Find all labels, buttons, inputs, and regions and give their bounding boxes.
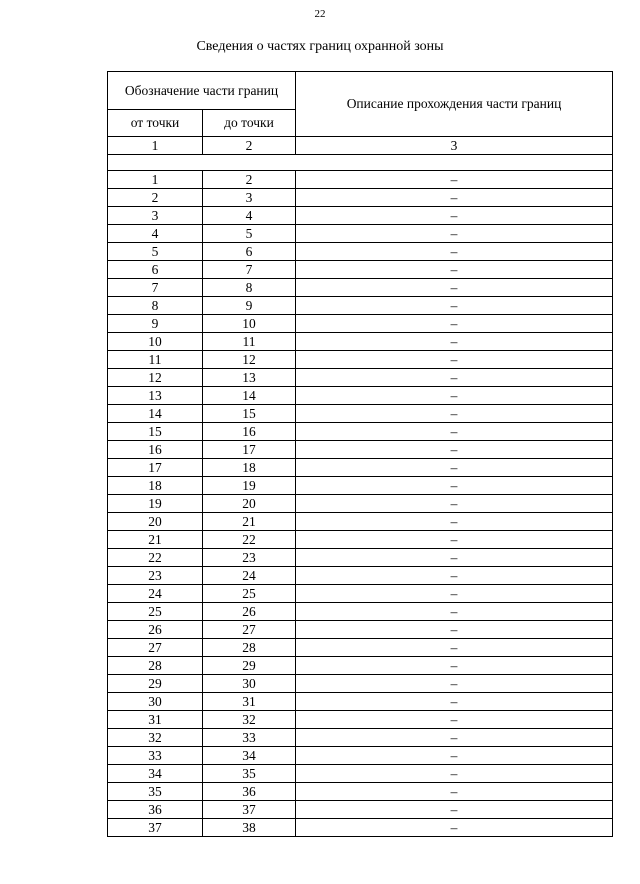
from-point-cell: 12	[108, 369, 203, 387]
from-point-cell: 1	[108, 171, 203, 189]
description-cell: –	[296, 405, 613, 423]
table-row	[108, 729, 613, 747]
table-row	[108, 783, 613, 801]
description-cell: –	[296, 351, 613, 369]
to-point-cell: 34	[203, 747, 296, 765]
table-row	[108, 459, 613, 477]
table-row	[108, 387, 613, 405]
to-point-cell: 35	[203, 765, 296, 783]
description-cell: –	[296, 189, 613, 207]
to-point-cell: 33	[203, 729, 296, 747]
description-cell: –	[296, 297, 613, 315]
description-cell: –	[296, 585, 613, 603]
to-point-cell: 32	[203, 711, 296, 729]
table-row	[108, 801, 613, 819]
to-point-cell: 36	[203, 783, 296, 801]
spacer-row	[108, 155, 613, 171]
description-cell: –	[296, 567, 613, 585]
to-point-cell: 19	[203, 477, 296, 495]
description-cell: –	[296, 315, 613, 333]
from-point-cell: 34	[108, 765, 203, 783]
to-point-cell: 29	[203, 657, 296, 675]
from-point-cell: 31	[108, 711, 203, 729]
description-cell: –	[296, 603, 613, 621]
from-point-cell: 37	[108, 819, 203, 837]
to-point-cell: 15	[203, 405, 296, 423]
to-point-cell: 2	[203, 171, 296, 189]
from-point-cell: 6	[108, 261, 203, 279]
description-cell: –	[296, 783, 613, 801]
description-cell: –	[296, 243, 613, 261]
from-point-cell: 13	[108, 387, 203, 405]
description-cell: –	[296, 639, 613, 657]
from-point-cell: 27	[108, 639, 203, 657]
header-to-point: до точки	[203, 110, 296, 137]
column-number: 1	[108, 137, 203, 155]
table-row	[108, 549, 613, 567]
from-point-cell: 5	[108, 243, 203, 261]
from-point-cell: 19	[108, 495, 203, 513]
to-point-cell: 27	[203, 621, 296, 639]
to-point-cell: 4	[203, 207, 296, 225]
table-row	[108, 621, 613, 639]
description-cell: –	[296, 513, 613, 531]
description-cell: –	[296, 369, 613, 387]
description-cell: –	[296, 225, 613, 243]
to-point-cell: 38	[203, 819, 296, 837]
document-title: Сведения о частях границ охранной зоны	[196, 39, 444, 54]
description-cell: –	[296, 765, 613, 783]
description-cell: –	[296, 819, 613, 837]
to-point-cell: 11	[203, 333, 296, 351]
to-point-cell: 18	[203, 459, 296, 477]
description-cell: –	[296, 549, 613, 567]
table-row	[108, 315, 613, 333]
from-point-cell: 10	[108, 333, 203, 351]
table-row	[108, 765, 613, 783]
column-number: 2	[203, 137, 296, 155]
from-point-cell: 25	[108, 603, 203, 621]
to-point-cell: 14	[203, 387, 296, 405]
description-cell: –	[296, 477, 613, 495]
to-point-cell: 25	[203, 585, 296, 603]
description-cell: –	[296, 675, 613, 693]
from-point-cell: 2	[108, 189, 203, 207]
table-row	[108, 225, 613, 243]
to-point-cell: 10	[203, 315, 296, 333]
table-row	[108, 567, 613, 585]
table-body	[108, 171, 613, 837]
page-number: 22	[314, 8, 326, 20]
header-boundary-designation: Обозначение части границ	[108, 72, 296, 110]
to-point-cell: 21	[203, 513, 296, 531]
description-cell: –	[296, 801, 613, 819]
description-cell: –	[296, 621, 613, 639]
to-point-cell: 23	[203, 549, 296, 567]
from-point-cell: 4	[108, 225, 203, 243]
to-point-cell: 20	[203, 495, 296, 513]
description-cell: –	[296, 657, 613, 675]
table-row	[108, 675, 613, 693]
table-row	[108, 477, 613, 495]
to-point-cell: 5	[203, 225, 296, 243]
from-point-cell: 18	[108, 477, 203, 495]
table-row	[108, 369, 613, 387]
boundary-parts-table	[107, 71, 613, 837]
table-row	[108, 189, 613, 207]
to-point-cell: 26	[203, 603, 296, 621]
table-row	[108, 333, 613, 351]
to-point-cell: 22	[203, 531, 296, 549]
to-point-cell: 31	[203, 693, 296, 711]
to-point-cell: 24	[203, 567, 296, 585]
to-point-cell: 16	[203, 423, 296, 441]
description-cell: –	[296, 171, 613, 189]
to-point-cell: 12	[203, 351, 296, 369]
to-point-cell: 30	[203, 675, 296, 693]
header-from-point: от точки	[108, 110, 203, 137]
from-point-cell: 30	[108, 693, 203, 711]
description-cell: –	[296, 441, 613, 459]
to-point-cell: 17	[203, 441, 296, 459]
description-cell: –	[296, 711, 613, 729]
description-cell: –	[296, 459, 613, 477]
description-cell: –	[296, 693, 613, 711]
description-cell: –	[296, 207, 613, 225]
description-cell: –	[296, 333, 613, 351]
description-cell: –	[296, 747, 613, 765]
spacer-cell	[108, 155, 613, 171]
table-row	[108, 297, 613, 315]
from-point-cell: 33	[108, 747, 203, 765]
table-row	[108, 441, 613, 459]
from-point-cell: 11	[108, 351, 203, 369]
table-row	[108, 261, 613, 279]
from-point-cell: 23	[108, 567, 203, 585]
description-cell: –	[296, 261, 613, 279]
to-point-cell: 3	[203, 189, 296, 207]
from-point-cell: 17	[108, 459, 203, 477]
description-cell: –	[296, 531, 613, 549]
from-point-cell: 7	[108, 279, 203, 297]
from-point-cell: 22	[108, 549, 203, 567]
from-point-cell: 36	[108, 801, 203, 819]
from-point-cell: 15	[108, 423, 203, 441]
header-boundary-description: Описание прохождения части границ	[296, 72, 613, 137]
to-point-cell: 37	[203, 801, 296, 819]
to-point-cell: 28	[203, 639, 296, 657]
from-point-cell: 21	[108, 531, 203, 549]
table-row	[108, 243, 613, 261]
table-row	[108, 351, 613, 369]
from-point-cell: 29	[108, 675, 203, 693]
table-row	[108, 693, 613, 711]
description-cell: –	[296, 729, 613, 747]
table-row	[108, 279, 613, 297]
from-point-cell: 24	[108, 585, 203, 603]
table-row	[108, 711, 613, 729]
to-point-cell: 7	[203, 261, 296, 279]
from-point-cell: 32	[108, 729, 203, 747]
to-point-cell: 9	[203, 297, 296, 315]
description-cell: –	[296, 495, 613, 513]
table-row	[108, 657, 613, 675]
description-cell: –	[296, 279, 613, 297]
table-row	[108, 423, 613, 441]
table-row	[108, 639, 613, 657]
to-point-cell: 8	[203, 279, 296, 297]
table-row	[108, 603, 613, 621]
table-row	[108, 171, 613, 189]
table-row	[108, 585, 613, 603]
from-point-cell: 16	[108, 441, 203, 459]
column-number-row	[108, 137, 613, 155]
from-point-cell: 28	[108, 657, 203, 675]
to-point-cell: 13	[203, 369, 296, 387]
from-point-cell: 8	[108, 297, 203, 315]
column-number: 3	[296, 137, 613, 155]
from-point-cell: 20	[108, 513, 203, 531]
description-cell: –	[296, 387, 613, 405]
from-point-cell: 9	[108, 315, 203, 333]
from-point-cell: 35	[108, 783, 203, 801]
from-point-cell: 26	[108, 621, 203, 639]
table-row	[108, 513, 613, 531]
description-cell: –	[296, 423, 613, 441]
table-row	[108, 495, 613, 513]
from-point-cell: 14	[108, 405, 203, 423]
from-point-cell: 3	[108, 207, 203, 225]
table-row	[108, 207, 613, 225]
table-row	[108, 531, 613, 549]
table-row	[108, 819, 613, 837]
table-row	[108, 747, 613, 765]
table-row	[108, 405, 613, 423]
to-point-cell: 6	[203, 243, 296, 261]
